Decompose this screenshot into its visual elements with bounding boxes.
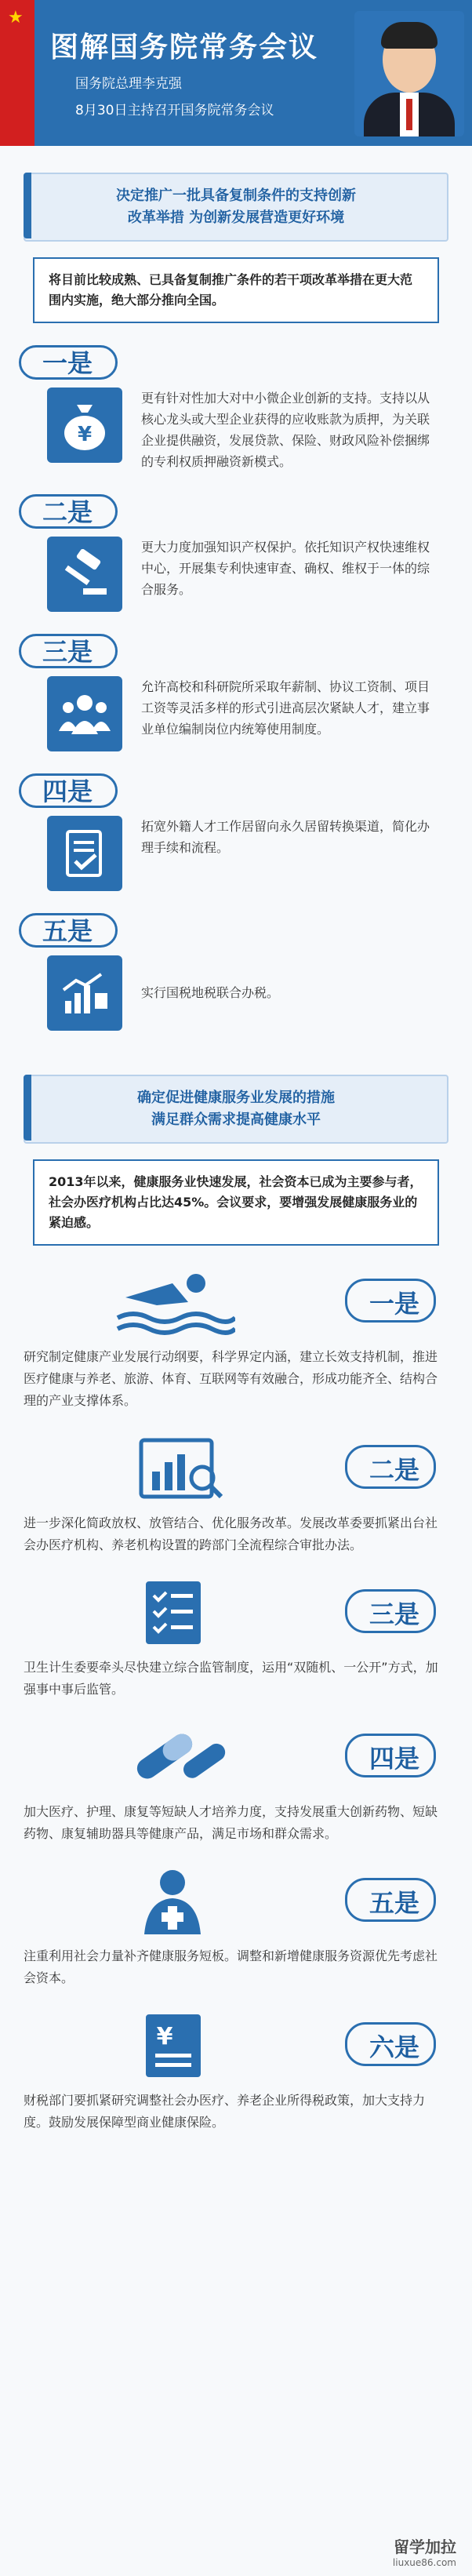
watermark-logo: 留学加拉 (394, 2538, 456, 2556)
section2-item-3 (24, 1574, 441, 1701)
section2-banner (24, 1075, 448, 1144)
section1-item-2 (0, 489, 472, 612)
section1-item-3 (0, 629, 472, 751)
section2-item-4 (24, 1718, 441, 1845)
item-text: 进一步深化简政放权、放管结合、优化服务改革。发展改革委要抓紧出台社会办医疗机构、养老机构设置的跨部门全流程综合审批办法。 (24, 1515, 438, 1552)
svg-text:¥: ¥ (77, 423, 93, 446)
people-icon (47, 676, 122, 751)
item-text: 更大力度加强知识产权保护。依托知识产权快速维权中心，开展集专利快速审查、确权、维权于一体的综合服务。 (141, 540, 430, 597)
watermark-url: liuxue86.com (392, 2557, 456, 2568)
section2-item-6 (24, 2007, 441, 2134)
page-title: 图解国务院常务会议 (50, 31, 319, 64)
section1-item-1 (0, 340, 472, 472)
section2-banner-line1: 确定促进健康服务业发展的措施 (137, 1090, 335, 1106)
section2-intro: 2013年以来，健康服务业快速发展，社会资本已成为主要参与者，社会办医疗机构占比达45%。会议要求，要增强发展健康服务业的紧迫感。 (33, 1159, 439, 1246)
badge: 二是 (19, 489, 113, 524)
badge: 四是 (19, 769, 113, 803)
badge: 一是 (345, 1279, 436, 1323)
item-text: 拓宽外籍人才工作居留向永久居留转换渠道，简化办理手续和流程。 (141, 819, 430, 855)
header-subtitle-2: 8月30日主持召开国务院常务会议 (75, 103, 274, 118)
section1-item-4 (0, 769, 472, 891)
site-watermark (393, 2534, 456, 2568)
item-text: 允许高校和科研院所采取年薪制、协议工资制、项目工资等灵活多样的形式引进高层次紧缺人才，建立事业单位编制岗位内统筹使用制度。 (141, 679, 430, 737)
section2-item-2 (24, 1429, 441, 1556)
china-flag-icon: ★ (0, 0, 34, 146)
section1-item-5 (0, 908, 472, 1031)
badge: 二是 (345, 1445, 436, 1489)
swimmer-icon (110, 1266, 235, 1337)
portrait-image (354, 11, 464, 136)
badge: 一是 (19, 340, 113, 375)
header-banner (0, 0, 472, 146)
header-subtitle-1: 国务院总理李克强 (75, 76, 182, 92)
doctor-icon (110, 1865, 235, 1936)
checklist-icon (110, 1577, 235, 1647)
section2-item-5 (24, 1862, 441, 1989)
svg-text:¥: ¥ (156, 2023, 173, 2050)
item-text: 实行国税地税联合办税。 (141, 985, 280, 1000)
money-bag-icon (47, 387, 122, 463)
item-text: 注重利用社会力量补齐健康服务短板。调整和新增健康服务资源优先考虑社会资本。 (24, 1948, 438, 1985)
section1-banner-line1: 决定推广一批具备复制条件的支持创新 (116, 187, 356, 204)
badge: 三是 (345, 1589, 436, 1633)
item-text: 卫生计生委要牵头尽快建立综合监管制度，运用“双随机、一公开”方式，加强事中事后监管。 (24, 1660, 438, 1697)
item-text: 更有针对性加大对中小微企业创新的支持。支持以从核心龙头或大型企业获得的应收账款为质押，为关联企业提供融资，发展贷款、保险、财政风险补偿捆绑的专利权质押融资新模式。 (141, 391, 430, 469)
item-text: 加大医疗、护理、康复等短缺人才培养力度，支持发展重大创新药物、短缺药物、康复辅助器具等健康产品，满足市场和群众需求。 (24, 1804, 438, 1841)
section1-intro: 将目前比较成熟、已具备复制推广条件的若干项改革举措在更大范围内实施，绝大部分推向全国。 (33, 257, 439, 323)
section2-banner-line2: 满足群众需求提高健康水平 (151, 1112, 321, 1128)
badge: 五是 (345, 1878, 436, 1922)
yuan-receipt-icon (110, 2010, 235, 2080)
badge: 三是 (19, 629, 113, 664)
badge: 五是 (19, 908, 113, 943)
gavel-icon (47, 537, 122, 612)
handshake-chart-icon (47, 955, 122, 1031)
section1-banner-line2: 改革举措 为创新发展营造更好环境 (127, 209, 345, 226)
chart-search-icon (110, 1432, 235, 1503)
item-text: 研究制定健康产业发展行动纲要，科学界定内涵，建立长效支持机制，推进医疗健康与养老、旅游、体育、互联网等有效融合，形成功能齐全、结构合理的产业支撑体系。 (24, 1349, 438, 1408)
badge: 六是 (345, 2022, 436, 2066)
section2-item-1 (24, 1263, 441, 1412)
section1-banner (24, 173, 448, 242)
pills-icon (110, 1721, 235, 1792)
badge: 四是 (345, 1734, 436, 1777)
document-check-icon (47, 816, 122, 891)
item-text: 财税部门要抓紧研究调整社会办医疗、养老企业所得税政策，加大支持力度。鼓励发展保障型商业健康保险。 (24, 2093, 426, 2130)
